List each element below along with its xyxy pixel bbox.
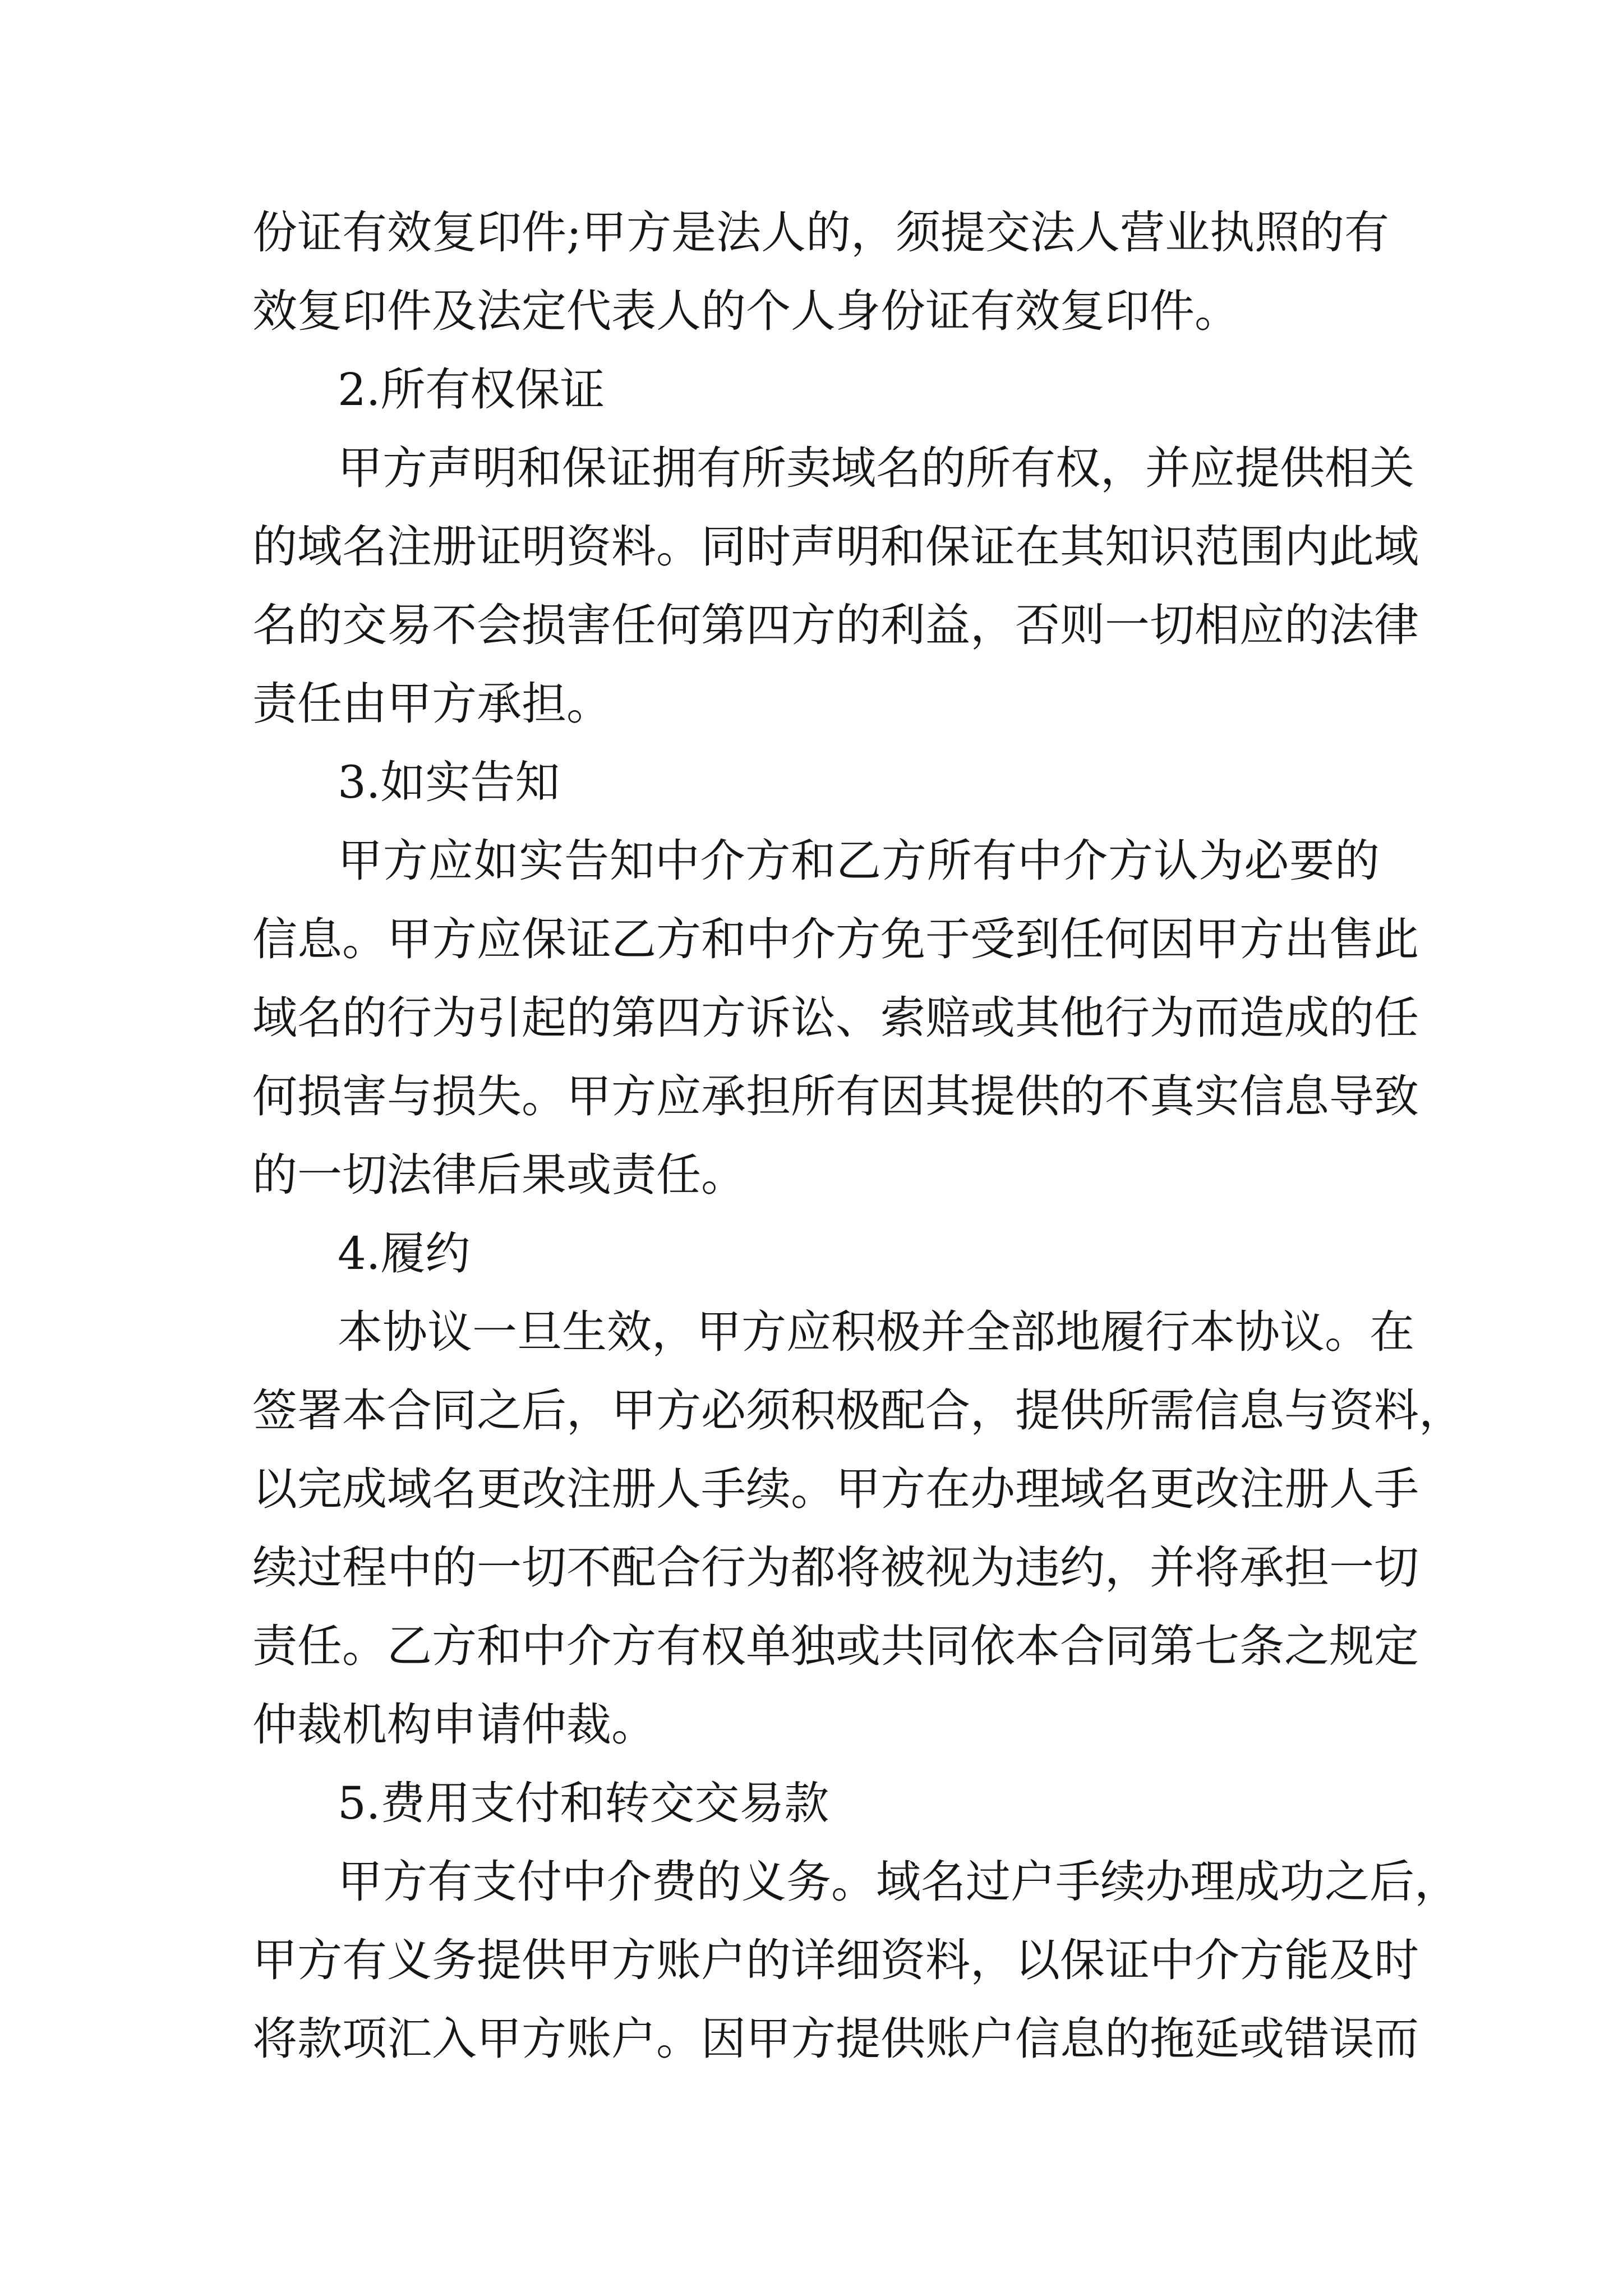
text-line: 甲方有支付中介费的义务。域名过户手续办理成功之后， [338, 1856, 1459, 1908]
text-line: 信息。甲方应保证乙方和中介方免于受到任何因甲方出售此 [252, 913, 1419, 965]
text-line: 仲裁机构申请仲裁。 [252, 1699, 656, 1751]
text-line: 甲方声明和保证拥有所卖域名的所有权，并应提供相关 [338, 442, 1414, 494]
text-line: 本协议一旦生效，甲方应积极并全部地履行本协议。在 [338, 1306, 1414, 1358]
text-line: 责任。乙方和中介方有权单独或共同依本合同第七条之规定 [252, 1620, 1419, 1672]
document-body [252, 194, 1464, 2078]
section-heading: 2.所有权保证 [338, 364, 605, 416]
text-line: 的域名注册证明资料。同时声明和保证在其知识范围内此域 [252, 521, 1419, 573]
text-line: 续过程中的一切不配合行为都将被视为违约，并将承担一切 [252, 1542, 1419, 1594]
section-heading: 5.费用支付和转交交易款 [338, 1777, 829, 1829]
text-line: 签署本合同之后，甲方必须积极配合，提供所需信息与资料， [252, 1384, 1464, 1437]
text-line: 的一切法律后果或责任。 [252, 1149, 746, 1201]
text-line: 份证有效复印件;甲方是法人的，须提交法人营业执照的有 [252, 206, 1389, 259]
text-line: 何损害与损失。甲方应承担所有因其提供的不真实信息导致 [252, 1070, 1419, 1122]
text-line: 以完成域名更改注册人手续。甲方在办理域名更改注册人手 [252, 1463, 1419, 1515]
section-heading: 3.如实告知 [338, 756, 560, 808]
text-line: 责任由甲方承担。 [252, 678, 611, 730]
text-line: 将款项汇入甲方账户。因甲方提供账户信息的拖延或错误而 [252, 2013, 1419, 2065]
section-heading: 4.履约 [338, 1227, 471, 1280]
text-line: 效复印件及法定代表人的个人身份证有效复印件。 [252, 285, 1239, 337]
text-line: 域名的行为引起的第四方诉讼、索赔或其他行为而造成的任 [252, 992, 1419, 1044]
text-line: 甲方有义务提供甲方账户的详细资料，以保证中介方能及时 [252, 1934, 1419, 1986]
text-line: 甲方应如实告知中介方和乙方所有中介方认为必要的 [338, 835, 1380, 887]
text-line: 名的交易不会损害任何第四方的利益，否则一切相应的法律 [252, 599, 1419, 651]
